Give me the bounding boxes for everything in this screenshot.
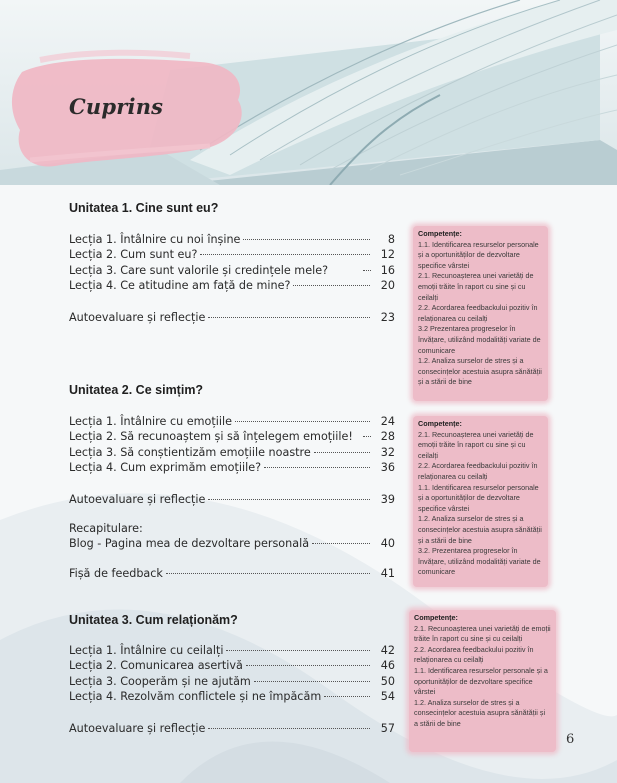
dot-leader bbox=[314, 452, 370, 453]
competence-item: 1.2. Analiza surselor de stres și a consecințelor acestuia asupra sănătății și a stării de bine bbox=[418, 356, 542, 387]
toc-entry-label: Lecția 2. Să recunoaștem și să înțelegem emoțiile! bbox=[69, 430, 353, 444]
dot-leader bbox=[312, 543, 370, 544]
competence-item: 1.1. Identificarea resurselor personale și a oportunităților de dezvoltare specifice vârstei bbox=[418, 482, 539, 513]
competence-item: 2.1. Recunoașterea unei varietăți de emoții trăite în raport cu sine și cu ceilalți bbox=[418, 429, 534, 460]
competence-item: 1.2. Analiza surselor de stres și a consecințelor acestuia asupra sănătății și a stării de bine bbox=[414, 697, 546, 728]
unit-3-competences bbox=[409, 610, 556, 752]
toc-entry[interactable] bbox=[69, 445, 395, 460]
competence-item: 2.1. Recunoașterea unei varietăți de emoții trăite în raport cu sine și cu ceilalți bbox=[414, 623, 551, 644]
toc-entry-label: Autoevaluare și reflecție bbox=[69, 721, 206, 735]
toc-entry-page: 54 bbox=[380, 690, 395, 704]
competence-item: 2.1. Recunoașterea unei varietăți de emoții trăite în raport cu sine și cu ceilalți bbox=[418, 271, 534, 302]
toc-entry[interactable] bbox=[69, 689, 395, 704]
page-title: Cuprins bbox=[69, 94, 164, 119]
toc-entry[interactable] bbox=[69, 247, 395, 262]
dot-leader bbox=[226, 650, 370, 651]
toc-entry[interactable] bbox=[69, 460, 395, 475]
toc-entry-label: Fișă de feedback bbox=[69, 566, 163, 580]
toc-entry-page: 12 bbox=[380, 248, 395, 262]
dot-leader bbox=[363, 270, 371, 271]
header-book-illustration bbox=[0, 0, 617, 185]
toc-entry-label: Lecția 3. Cooperăm și ne ajutăm bbox=[69, 674, 251, 688]
recap-label: Recapitulare: bbox=[69, 521, 143, 535]
dot-leader bbox=[208, 728, 370, 729]
toc-entry-page: 20 bbox=[380, 279, 395, 293]
competence-item: 2.2. Acordarea feedbackului pozitiv în relaționarea cu ceilalți bbox=[418, 461, 538, 481]
toc-entry[interactable] bbox=[69, 414, 395, 429]
title-brush-stroke bbox=[0, 0, 260, 185]
dot-leader bbox=[293, 285, 370, 286]
unit-3-toc bbox=[69, 643, 395, 736]
toc-entry-page: 40 bbox=[380, 537, 395, 551]
dot-leader bbox=[166, 573, 370, 574]
dot-leader bbox=[200, 254, 370, 255]
competence-item: 3.2. Prezentarea progreselor în învățare, utilizând modalități variate de comunicare bbox=[418, 546, 541, 577]
page-number: 6 bbox=[566, 732, 575, 747]
toc-entry-page: 36 bbox=[380, 461, 395, 475]
toc-entry-page: 8 bbox=[387, 233, 395, 246]
toc-entry[interactable] bbox=[69, 429, 395, 444]
dot-leader bbox=[246, 665, 370, 666]
competences-title: Competențe: bbox=[418, 229, 462, 238]
toc-entry-page: 46 bbox=[380, 659, 395, 673]
dot-leader bbox=[235, 421, 370, 422]
dot-leader bbox=[363, 436, 371, 437]
toc-entry[interactable] bbox=[69, 278, 395, 293]
toc-entry-label: Blog - Pagina mea de dezvoltare personală bbox=[69, 537, 310, 551]
toc-entry-label: Autoevaluare și reflecție bbox=[69, 310, 206, 324]
toc-entry-label: Lecția 1. Întâlnire cu emoțiile bbox=[69, 415, 232, 428]
toc-entry[interactable] bbox=[69, 566, 395, 581]
toc-entry-page: 50 bbox=[380, 674, 395, 688]
toc-entry-page: 42 bbox=[380, 644, 395, 657]
toc-entry-label: Lecția 1. Întâlnire cu ceilalți bbox=[69, 644, 224, 657]
toc-entry-label: Lecția 4. Rezolvăm conflictele și ne împăcăm bbox=[69, 690, 322, 704]
dot-leader bbox=[208, 317, 370, 318]
toc-entry-label: Lecția 4. Ce atitudine am față de mine? bbox=[69, 279, 291, 293]
toc-entry[interactable] bbox=[69, 643, 395, 658]
toc-entry-page: 41 bbox=[380, 566, 395, 580]
unit-2-heading: Unitatea 2. Ce simțim? bbox=[69, 383, 204, 397]
competence-item: 2.2. Acordarea feedbackului pozitiv în relaționarea cu ceilalți bbox=[418, 303, 538, 323]
unit-1-toc bbox=[69, 232, 395, 325]
toc-entry[interactable] bbox=[69, 232, 395, 247]
toc-entry[interactable] bbox=[69, 674, 395, 689]
dot-leader bbox=[208, 499, 370, 500]
unit-3-heading: Unitatea 3. Cum relaționăm? bbox=[69, 613, 238, 627]
toc-entry-page: 39 bbox=[380, 492, 395, 506]
toc-entry-page: 16 bbox=[380, 263, 395, 277]
competences-title: Competențe: bbox=[418, 419, 462, 428]
competence-item: 1.1. Identificarea resurselor personale și a oportunităților de dezvoltare specifice vârstei bbox=[414, 665, 548, 697]
competence-item: 3.2 Prezentarea progreselor în învățare, utilizând modalități variate de comunicare bbox=[418, 324, 541, 355]
competence-item: 1.1. Identificarea resurselor personale și a oportunităților de dezvoltare specifice vârstei bbox=[418, 239, 539, 270]
dot-leader bbox=[324, 696, 370, 697]
toc-entry-label: Lecția 3. Care sunt valorile și credințele mele? bbox=[69, 263, 329, 277]
unit-2-toc bbox=[69, 414, 395, 581]
toc-entry-label: Lecția 2. Comunicarea asertivă bbox=[69, 659, 243, 673]
toc-entry-label: Lecția 3. Să conștientizăm emoțiile noastre bbox=[69, 445, 311, 459]
toc-entry-page: 32 bbox=[380, 445, 395, 459]
toc-entry-page: 57 bbox=[380, 721, 395, 735]
competence-item: 1.2. Analiza surselor de stres și a consecințelor acestuia asupra sănătății și a stării de bine bbox=[418, 514, 542, 545]
dot-leader bbox=[264, 467, 370, 468]
unit-2-competences bbox=[413, 416, 548, 587]
toc-entry[interactable] bbox=[69, 536, 395, 551]
dot-leader bbox=[243, 239, 370, 240]
toc-entry[interactable] bbox=[69, 658, 395, 673]
toc-entry-label: Lecția 2. Cum sunt eu? bbox=[69, 248, 198, 262]
toc-entry[interactable] bbox=[69, 492, 395, 507]
unit-1-heading: Unitatea 1. Cine sunt eu? bbox=[69, 201, 219, 215]
toc-entry-page: 23 bbox=[380, 310, 395, 324]
toc-entry[interactable] bbox=[69, 721, 395, 736]
toc-entry-page: 24 bbox=[380, 415, 395, 428]
toc-entry[interactable] bbox=[69, 310, 395, 325]
competences-title: Competențe: bbox=[414, 613, 458, 622]
toc-entry-label: Autoevaluare și reflecție bbox=[69, 492, 206, 506]
toc-entry-label: Lecția 4. Cum exprimăm emoțiile? bbox=[69, 461, 262, 475]
competence-item: 2.2. Acordarea feedbackului pozitiv în relaționarea cu ceilalți bbox=[414, 644, 534, 665]
dot-leader bbox=[254, 681, 370, 682]
toc-entry[interactable] bbox=[69, 263, 395, 278]
unit-1-competences bbox=[413, 226, 548, 401]
toc-entry-page: 28 bbox=[380, 430, 395, 444]
toc-entry-label: Lecția 1. Întâlnire cu noi înșine bbox=[69, 233, 241, 246]
